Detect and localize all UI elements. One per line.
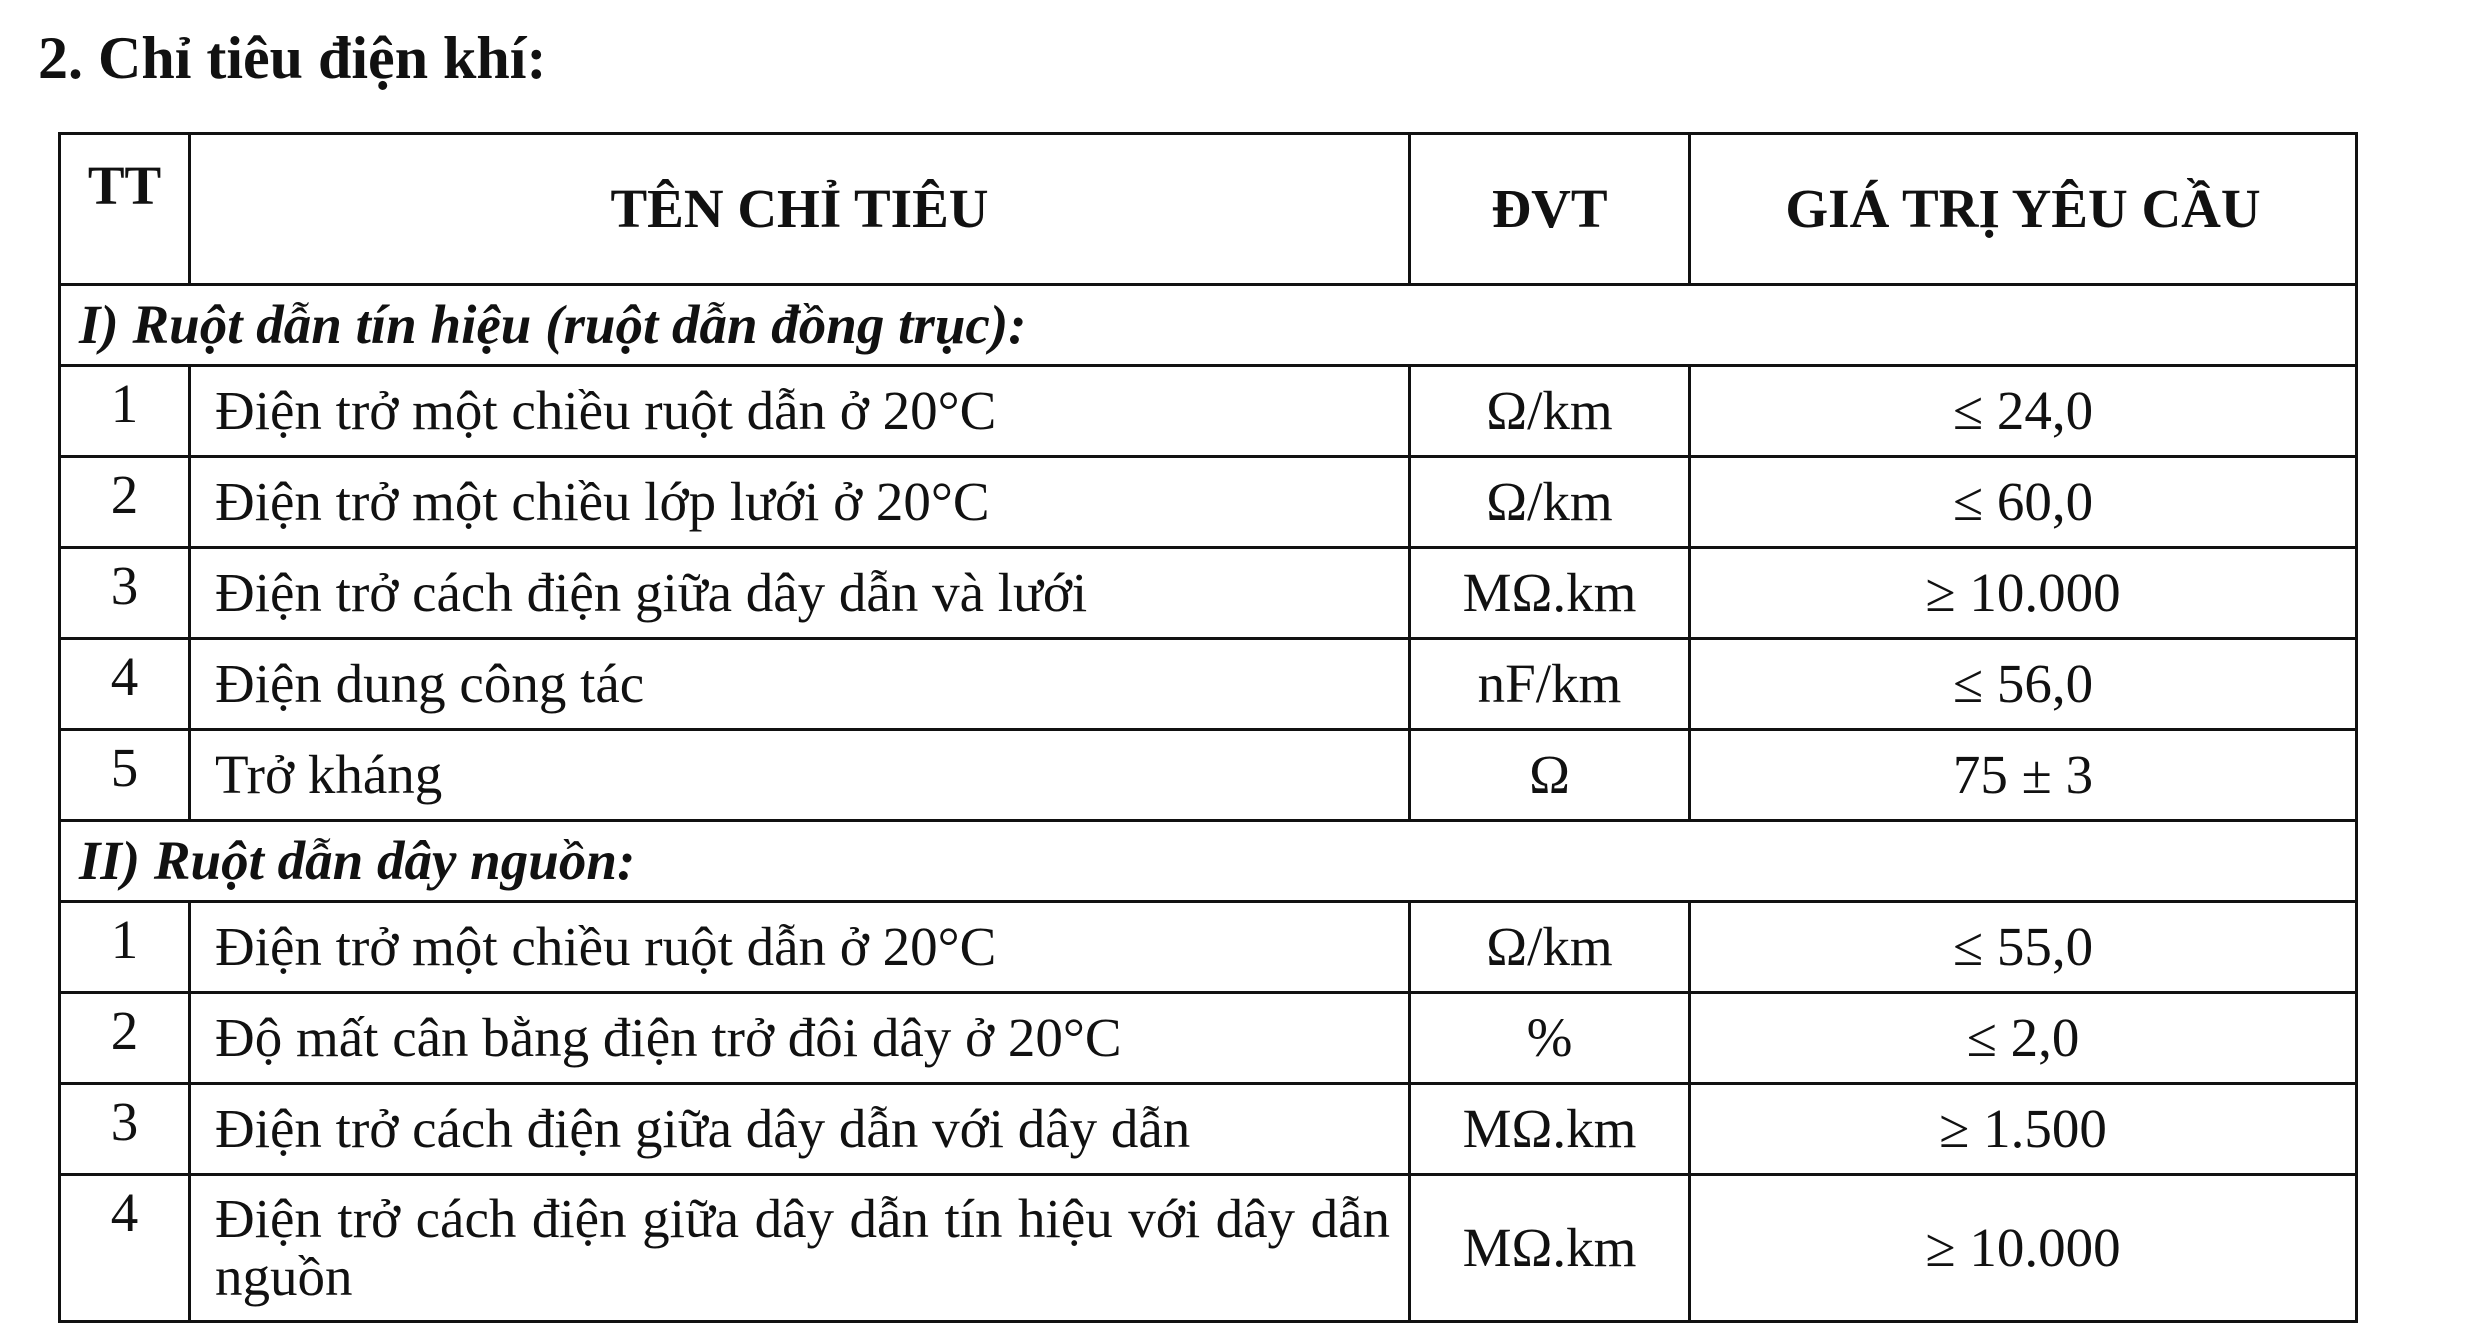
section-title: I) Ruột dẫn tín hiệu (ruột dẫn đồng trục): bbox=[60, 285, 2357, 366]
row-tt: 1 bbox=[60, 902, 190, 993]
row-name: Điện trở cách điện giữa dây dẫn và lưới bbox=[190, 548, 1410, 639]
row-value: 75 ± 3 bbox=[1690, 730, 2357, 821]
header-value: GIÁ TRỊ YÊU CẦU bbox=[1690, 134, 2357, 285]
row-value: ≤ 2,0 bbox=[1690, 993, 2357, 1084]
row-unit: Ω bbox=[1410, 730, 1690, 821]
row-value: ≤ 55,0 bbox=[1690, 902, 2357, 993]
row-tt: 1 bbox=[60, 366, 190, 457]
electrical-spec-table bbox=[58, 132, 2358, 1323]
row-unit: nF/km bbox=[1410, 639, 1690, 730]
table-row bbox=[60, 1084, 2357, 1175]
header-name: TÊN CHỈ TIÊU bbox=[190, 134, 1410, 285]
row-tt: 3 bbox=[60, 548, 190, 639]
row-unit: % bbox=[1410, 993, 1690, 1084]
header-unit: ĐVT bbox=[1410, 134, 1690, 285]
row-value: ≤ 56,0 bbox=[1690, 639, 2357, 730]
header-row bbox=[60, 134, 2357, 285]
row-unit: MΩ.km bbox=[1410, 1084, 1690, 1175]
row-name: Trở kháng bbox=[190, 730, 1410, 821]
section-row-power-conductor bbox=[60, 821, 2357, 902]
row-value: ≤ 60,0 bbox=[1690, 457, 2357, 548]
row-unit: Ω/km bbox=[1410, 457, 1690, 548]
header-tt: TT bbox=[60, 134, 190, 285]
row-tt: 2 bbox=[60, 993, 190, 1084]
row-value: ≥ 1.500 bbox=[1690, 1084, 2357, 1175]
table-row bbox=[60, 993, 2357, 1084]
row-tt: 2 bbox=[60, 457, 190, 548]
row-unit: MΩ.km bbox=[1410, 1175, 1690, 1322]
row-value: ≤ 24,0 bbox=[1690, 366, 2357, 457]
row-tt: 4 bbox=[60, 1175, 190, 1322]
table-body bbox=[60, 285, 2357, 1322]
table-row bbox=[60, 902, 2357, 993]
table-row bbox=[60, 1175, 2357, 1322]
row-name: Điện trở một chiều ruột dẫn ở 20°C bbox=[190, 902, 1410, 993]
row-tt: 5 bbox=[60, 730, 190, 821]
row-name: Điện trở một chiều lớp lưới ở 20°C bbox=[190, 457, 1410, 548]
row-tt: 4 bbox=[60, 639, 190, 730]
table-row bbox=[60, 366, 2357, 457]
row-name: Điện trở cách điện giữa dây dẫn tín hiệu với dây dẫn nguồn bbox=[190, 1175, 1410, 1322]
row-name: Điện trở một chiều ruột dẫn ở 20°C bbox=[190, 366, 1410, 457]
row-unit: MΩ.km bbox=[1410, 548, 1690, 639]
row-value: ≥ 10.000 bbox=[1690, 548, 2357, 639]
row-tt: 3 bbox=[60, 1084, 190, 1175]
row-unit: Ω/km bbox=[1410, 902, 1690, 993]
table-row bbox=[60, 639, 2357, 730]
table-header bbox=[60, 134, 2357, 285]
row-name: Độ mất cân bằng điện trở đôi dây ở 20°C bbox=[190, 993, 1410, 1084]
section-heading: 2. Chỉ tiêu điện khí: bbox=[38, 25, 547, 91]
section-title: II) Ruột dẫn dây nguồn: bbox=[60, 821, 2357, 902]
row-value: ≥ 10.000 bbox=[1690, 1175, 2357, 1322]
row-name: Điện dung công tác bbox=[190, 639, 1410, 730]
row-unit: Ω/km bbox=[1410, 366, 1690, 457]
table-row bbox=[60, 548, 2357, 639]
section-row-signal-conductor bbox=[60, 285, 2357, 366]
table-row bbox=[60, 457, 2357, 548]
row-name: Điện trở cách điện giữa dây dẫn với dây dẫn bbox=[190, 1084, 1410, 1175]
table-row bbox=[60, 730, 2357, 821]
